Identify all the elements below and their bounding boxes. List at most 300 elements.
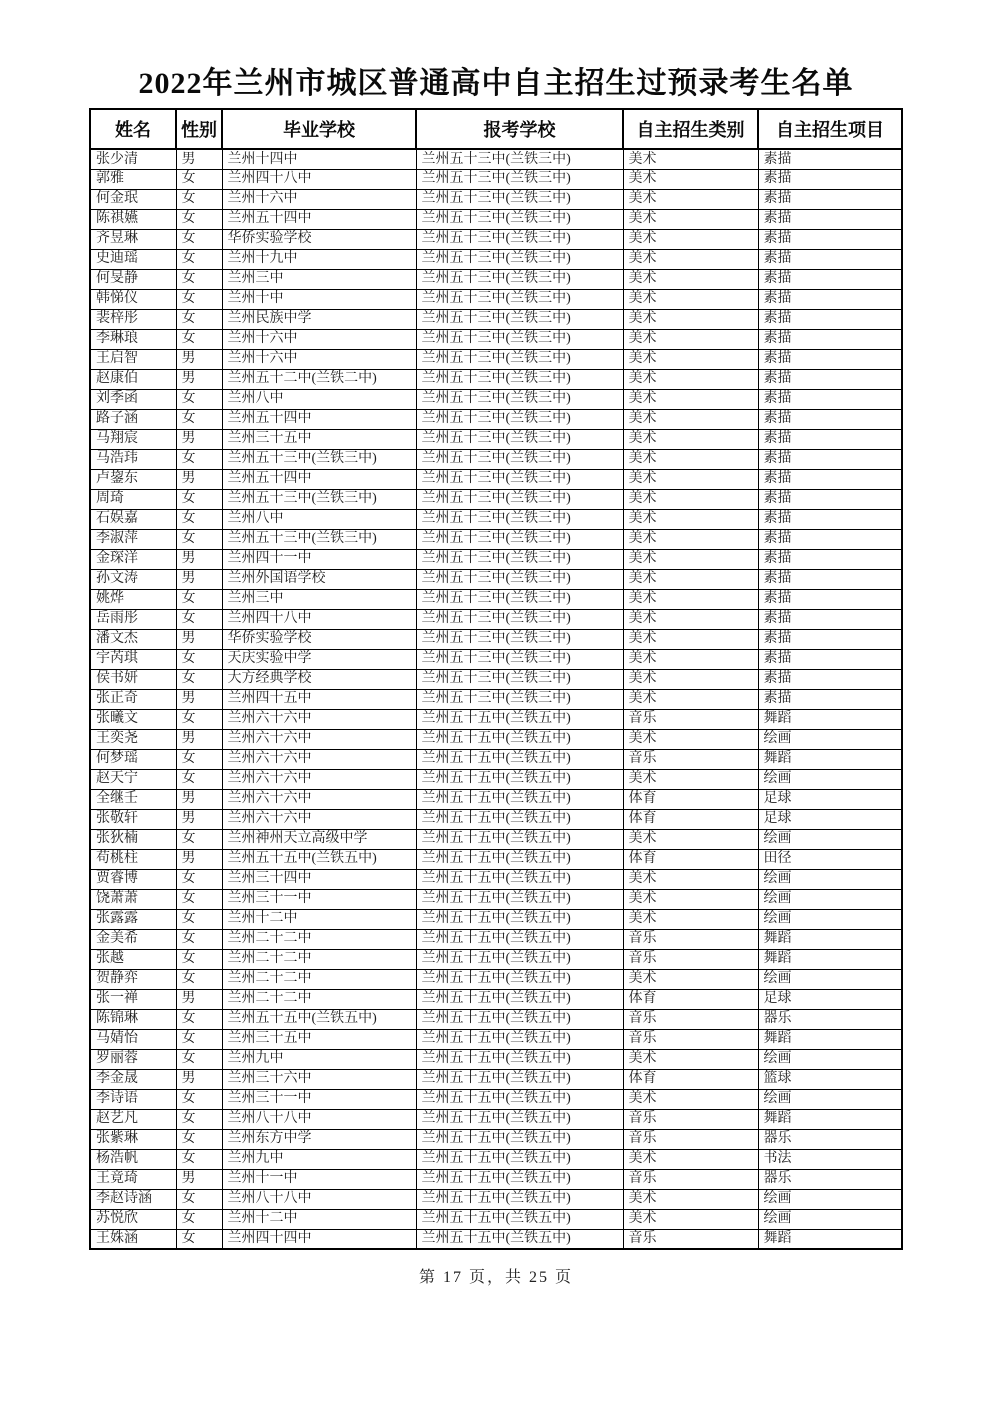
cell-gender: 女 <box>176 1049 222 1069</box>
cell-project: 素描 <box>758 629 902 649</box>
cell-project: 绘画 <box>758 829 902 849</box>
cell-applied-school: 兰州五十三中(兰铁三中) <box>416 489 623 509</box>
cell-graduation-school: 兰州五十三中(兰铁三中) <box>222 449 416 469</box>
table-row <box>90 509 902 529</box>
table-header-row <box>90 109 902 149</box>
cell-category: 美术 <box>623 469 758 489</box>
cell-name: 张正奇 <box>90 689 176 709</box>
cell-applied-school: 兰州五十五中(兰铁五中) <box>416 1009 623 1029</box>
cell-category: 音乐 <box>623 1169 758 1189</box>
cell-name: 周琦 <box>90 489 176 509</box>
cell-name: 孙文涛 <box>90 569 176 589</box>
cell-name: 贺静弈 <box>90 969 176 989</box>
cell-gender: 女 <box>176 769 222 789</box>
cell-applied-school: 兰州五十三中(兰铁三中) <box>416 609 623 629</box>
cell-name: 张敬轩 <box>90 809 176 829</box>
header-cell-graduation-school: 毕业学校 <box>222 109 416 149</box>
cell-graduation-school: 兰州五十五中(兰铁五中) <box>222 1009 416 1029</box>
cell-name: 李琳琅 <box>90 329 176 349</box>
cell-gender: 女 <box>176 489 222 509</box>
cell-graduation-school: 兰州三中 <box>222 589 416 609</box>
cell-applied-school: 兰州五十五中(兰铁五中) <box>416 1089 623 1109</box>
cell-gender: 女 <box>176 209 222 229</box>
cell-category: 体育 <box>623 849 758 869</box>
cell-gender: 女 <box>176 909 222 929</box>
cell-applied-school: 兰州五十五中(兰铁五中) <box>416 1029 623 1049</box>
cell-category: 体育 <box>623 989 758 1009</box>
cell-graduation-school: 兰州三十四中 <box>222 869 416 889</box>
cell-applied-school: 兰州五十三中(兰铁三中) <box>416 649 623 669</box>
cell-gender: 男 <box>176 849 222 869</box>
cell-category: 音乐 <box>623 1129 758 1149</box>
cell-category: 美术 <box>623 729 758 749</box>
cell-gender: 女 <box>176 1189 222 1209</box>
cell-project: 素描 <box>758 589 902 609</box>
cell-project: 田径 <box>758 849 902 869</box>
cell-gender: 男 <box>176 549 222 569</box>
cell-name: 金琛洋 <box>90 549 176 569</box>
cell-graduation-school: 兰州二十二中 <box>222 929 416 949</box>
cell-gender: 男 <box>176 689 222 709</box>
cell-category: 美术 <box>623 229 758 249</box>
cell-graduation-school: 兰州四十四中 <box>222 1229 416 1249</box>
cell-applied-school: 兰州五十五中(兰铁五中) <box>416 1229 623 1249</box>
cell-name: 郭雅 <box>90 169 176 189</box>
cell-gender: 男 <box>176 989 222 1009</box>
cell-graduation-school: 兰州五十三中(兰铁三中) <box>222 489 416 509</box>
cell-applied-school: 兰州五十三中(兰铁三中) <box>416 249 623 269</box>
cell-project: 素描 <box>758 389 902 409</box>
cell-applied-school: 兰州五十五中(兰铁五中) <box>416 1109 623 1129</box>
table-row <box>90 849 902 869</box>
cell-applied-school: 兰州五十五中(兰铁五中) <box>416 1209 623 1229</box>
cell-graduation-school: 兰州六十六中 <box>222 769 416 789</box>
table-row <box>90 529 902 549</box>
cell-applied-school: 兰州五十三中(兰铁三中) <box>416 529 623 549</box>
cell-applied-school: 兰州五十五中(兰铁五中) <box>416 1049 623 1069</box>
cell-graduation-school: 兰州十六中 <box>222 189 416 209</box>
cell-project: 舞蹈 <box>758 749 902 769</box>
cell-project: 素描 <box>758 189 902 209</box>
table-row <box>90 549 902 569</box>
cell-category: 美术 <box>623 769 758 789</box>
cell-graduation-school: 兰州东方中学 <box>222 1129 416 1149</box>
cell-name: 韩悌仪 <box>90 289 176 309</box>
cell-gender: 男 <box>176 349 222 369</box>
cell-applied-school: 兰州五十五中(兰铁五中) <box>416 1189 623 1209</box>
cell-graduation-school: 兰州二十二中 <box>222 989 416 1009</box>
cell-name: 齐昱琳 <box>90 229 176 249</box>
table-row <box>90 1069 902 1089</box>
cell-category: 美术 <box>623 889 758 909</box>
table-row <box>90 649 902 669</box>
cell-gender: 女 <box>176 1129 222 1149</box>
cell-name: 侯书妍 <box>90 669 176 689</box>
cell-category: 美术 <box>623 449 758 469</box>
cell-gender: 女 <box>176 869 222 889</box>
cell-category: 美术 <box>623 969 758 989</box>
table-row <box>90 769 902 789</box>
cell-category: 美术 <box>623 1089 758 1109</box>
cell-gender: 女 <box>176 509 222 529</box>
cell-category: 美术 <box>623 649 758 669</box>
cell-name: 贾睿博 <box>90 869 176 889</box>
cell-category: 美术 <box>623 189 758 209</box>
cell-applied-school: 兰州五十五中(兰铁五中) <box>416 849 623 869</box>
cell-applied-school: 兰州五十三中(兰铁三中) <box>416 209 623 229</box>
cell-name: 潘文杰 <box>90 629 176 649</box>
cell-category: 美术 <box>623 609 758 629</box>
cell-project: 绘画 <box>758 869 902 889</box>
cell-gender: 男 <box>176 469 222 489</box>
cell-applied-school: 兰州五十三中(兰铁三中) <box>416 429 623 449</box>
cell-applied-school: 兰州五十三中(兰铁三中) <box>416 409 623 429</box>
cell-gender: 女 <box>176 289 222 309</box>
table-row <box>90 289 902 309</box>
cell-name: 卢鋆东 <box>90 469 176 489</box>
cell-project: 素描 <box>758 249 902 269</box>
cell-name: 马浩玮 <box>90 449 176 469</box>
table-row <box>90 669 902 689</box>
cell-category: 美术 <box>623 549 758 569</box>
table-row <box>90 749 902 769</box>
cell-project: 器乐 <box>758 1009 902 1029</box>
cell-name: 宇芮琪 <box>90 649 176 669</box>
cell-applied-school: 兰州五十五中(兰铁五中) <box>416 1169 623 1189</box>
cell-applied-school: 兰州五十五中(兰铁五中) <box>416 909 623 929</box>
cell-project: 素描 <box>758 489 902 509</box>
header-cell-applied-school: 报考学校 <box>416 109 623 149</box>
cell-name: 张越 <box>90 949 176 969</box>
table-row <box>90 389 902 409</box>
cell-applied-school: 兰州五十五中(兰铁五中) <box>416 889 623 909</box>
cell-category: 美术 <box>623 629 758 649</box>
cell-applied-school: 兰州五十三中(兰铁三中) <box>416 689 623 709</box>
cell-applied-school: 兰州五十三中(兰铁三中) <box>416 569 623 589</box>
cell-category: 音乐 <box>623 929 758 949</box>
cell-gender: 女 <box>176 1089 222 1109</box>
cell-name: 岳雨彤 <box>90 609 176 629</box>
cell-name: 李赵诗涵 <box>90 1189 176 1209</box>
cell-category: 美术 <box>623 409 758 429</box>
cell-name: 王启智 <box>90 349 176 369</box>
page-title: 2022年兰州市城区普通高中自主招生过预录考生名单 <box>138 67 854 100</box>
cell-category: 美术 <box>623 529 758 549</box>
table-row <box>90 349 902 369</box>
cell-gender: 男 <box>176 149 222 169</box>
cell-name: 张一禅 <box>90 989 176 1009</box>
cell-applied-school: 兰州五十三中(兰铁三中) <box>416 189 623 209</box>
cell-category: 美术 <box>623 1209 758 1229</box>
table-row <box>90 309 902 329</box>
cell-graduation-school: 兰州三十五中 <box>222 429 416 449</box>
header-cell-gender: 性别 <box>176 109 222 149</box>
cell-name: 金美希 <box>90 929 176 949</box>
cell-category: 美术 <box>623 489 758 509</box>
roster-table <box>89 108 903 1250</box>
cell-graduation-school: 兰州三十六中 <box>222 1069 416 1089</box>
cell-project: 足球 <box>758 809 902 829</box>
cell-project: 素描 <box>758 409 902 429</box>
cell-applied-school: 兰州五十五中(兰铁五中) <box>416 1069 623 1089</box>
cell-category: 美术 <box>623 1189 758 1209</box>
cell-project: 素描 <box>758 169 902 189</box>
cell-graduation-school: 华侨实验学校 <box>222 629 416 649</box>
cell-project: 素描 <box>758 569 902 589</box>
cell-applied-school: 兰州五十三中(兰铁三中) <box>416 149 623 169</box>
cell-name: 王竟琦 <box>90 1169 176 1189</box>
cell-graduation-school: 兰州六十六中 <box>222 709 416 729</box>
table-row <box>90 569 902 589</box>
cell-project: 书法 <box>758 1149 902 1169</box>
cell-category: 音乐 <box>623 1229 758 1249</box>
cell-gender: 男 <box>176 1169 222 1189</box>
cell-graduation-school: 兰州三中 <box>222 269 416 289</box>
cell-category: 美术 <box>623 669 758 689</box>
cell-graduation-school: 兰州八中 <box>222 389 416 409</box>
table-row <box>90 829 902 849</box>
table-row <box>90 969 902 989</box>
cell-gender: 女 <box>176 1009 222 1029</box>
cell-name: 张少清 <box>90 149 176 169</box>
cell-graduation-school: 兰州二十二中 <box>222 949 416 969</box>
cell-gender: 女 <box>176 409 222 429</box>
table-row <box>90 149 902 169</box>
cell-category: 美术 <box>623 309 758 329</box>
cell-graduation-school: 兰州民族中学 <box>222 309 416 329</box>
header-cell-name: 姓名 <box>90 109 176 149</box>
cell-project: 舞蹈 <box>758 709 902 729</box>
cell-gender: 男 <box>176 369 222 389</box>
cell-name: 马翔宸 <box>90 429 176 449</box>
cell-project: 素描 <box>758 269 902 289</box>
cell-gender: 女 <box>176 1109 222 1129</box>
cell-category: 体育 <box>623 1069 758 1089</box>
cell-project: 素描 <box>758 329 902 349</box>
table-row <box>90 489 902 509</box>
cell-category: 美术 <box>623 249 758 269</box>
table-row <box>90 1169 902 1189</box>
table-row <box>90 409 902 429</box>
cell-name: 马婧怡 <box>90 1029 176 1049</box>
cell-project: 素描 <box>758 429 902 449</box>
cell-applied-school: 兰州五十三中(兰铁三中) <box>416 289 623 309</box>
cell-gender: 女 <box>176 249 222 269</box>
cell-category: 美术 <box>623 289 758 309</box>
cell-gender: 女 <box>176 269 222 289</box>
table-row <box>90 1089 902 1109</box>
cell-project: 绘画 <box>758 769 902 789</box>
table-row <box>90 689 902 709</box>
cell-project: 素描 <box>758 229 902 249</box>
cell-name: 姚烨 <box>90 589 176 609</box>
table-row <box>90 1049 902 1069</box>
cell-applied-school: 兰州五十五中(兰铁五中) <box>416 769 623 789</box>
cell-project: 素描 <box>758 549 902 569</box>
table-row <box>90 929 902 949</box>
cell-category: 音乐 <box>623 749 758 769</box>
table-row <box>90 889 902 909</box>
table-row <box>90 709 902 729</box>
cell-applied-school: 兰州五十三中(兰铁三中) <box>416 449 623 469</box>
cell-applied-school: 兰州五十三中(兰铁三中) <box>416 309 623 329</box>
cell-category: 美术 <box>623 1049 758 1069</box>
cell-applied-school: 兰州五十五中(兰铁五中) <box>416 929 623 949</box>
table-row <box>90 449 902 469</box>
cell-gender: 女 <box>176 229 222 249</box>
cell-graduation-school: 大方经典学校 <box>222 669 416 689</box>
cell-graduation-school: 兰州八十八中 <box>222 1189 416 1209</box>
cell-category: 美术 <box>623 329 758 349</box>
cell-name: 苏悦欣 <box>90 1209 176 1229</box>
table-row <box>90 1229 902 1249</box>
cell-applied-school: 兰州五十三中(兰铁三中) <box>416 269 623 289</box>
cell-graduation-school: 兰州六十六中 <box>222 789 416 809</box>
cell-category: 体育 <box>623 789 758 809</box>
cell-applied-school: 兰州五十五中(兰铁五中) <box>416 1129 623 1149</box>
cell-name: 何金珉 <box>90 189 176 209</box>
cell-name: 张狄楠 <box>90 829 176 849</box>
cell-project: 器乐 <box>758 1169 902 1189</box>
cell-name: 全继壬 <box>90 789 176 809</box>
cell-gender: 男 <box>176 789 222 809</box>
cell-applied-school: 兰州五十三中(兰铁三中) <box>416 349 623 369</box>
cell-graduation-school: 兰州九中 <box>222 1049 416 1069</box>
cell-graduation-school: 兰州十二中 <box>222 909 416 929</box>
cell-name: 王姝涵 <box>90 1229 176 1249</box>
cell-applied-school: 兰州五十三中(兰铁三中) <box>416 669 623 689</box>
cell-applied-school: 兰州五十五中(兰铁五中) <box>416 1149 623 1169</box>
table-row <box>90 949 902 969</box>
cell-graduation-school: 兰州八十八中 <box>222 1109 416 1129</box>
cell-applied-school: 兰州五十五中(兰铁五中) <box>416 969 623 989</box>
cell-project: 素描 <box>758 689 902 709</box>
cell-applied-school: 兰州五十五中(兰铁五中) <box>416 709 623 729</box>
cell-category: 美术 <box>623 269 758 289</box>
cell-graduation-school: 兰州五十五中(兰铁五中) <box>222 849 416 869</box>
cell-graduation-school: 兰州五十三中(兰铁三中) <box>222 529 416 549</box>
cell-applied-school: 兰州五十三中(兰铁三中) <box>416 329 623 349</box>
cell-applied-school: 兰州五十三中(兰铁三中) <box>416 589 623 609</box>
cell-project: 舞蹈 <box>758 1229 902 1249</box>
cell-gender: 女 <box>176 949 222 969</box>
cell-category: 美术 <box>623 349 758 369</box>
header-cell-project: 自主招生项目 <box>758 109 902 149</box>
table-row <box>90 189 902 209</box>
cell-applied-school: 兰州五十五中(兰铁五中) <box>416 789 623 809</box>
cell-graduation-school: 兰州四十五中 <box>222 689 416 709</box>
cell-project: 舞蹈 <box>758 949 902 969</box>
cell-gender: 男 <box>176 629 222 649</box>
cell-project: 绘画 <box>758 1049 902 1069</box>
table-row <box>90 789 902 809</box>
cell-category: 美术 <box>623 169 758 189</box>
cell-graduation-school: 兰州十六中 <box>222 329 416 349</box>
table-row <box>90 429 902 449</box>
cell-graduation-school: 兰州三十一中 <box>222 1089 416 1109</box>
table-body <box>90 149 902 1249</box>
cell-applied-school: 兰州五十五中(兰铁五中) <box>416 989 623 1009</box>
cell-gender: 女 <box>176 529 222 549</box>
cell-project: 绘画 <box>758 889 902 909</box>
cell-project: 篮球 <box>758 1069 902 1089</box>
cell-project: 素描 <box>758 669 902 689</box>
cell-graduation-school: 兰州十中 <box>222 289 416 309</box>
cell-category: 音乐 <box>623 1009 758 1029</box>
cell-category: 音乐 <box>623 709 758 729</box>
cell-gender: 女 <box>176 649 222 669</box>
cell-applied-school: 兰州五十三中(兰铁三中) <box>416 509 623 529</box>
cell-graduation-school: 天庆实验中学 <box>222 649 416 669</box>
cell-project: 素描 <box>758 149 902 169</box>
cell-applied-school: 兰州五十五中(兰铁五中) <box>416 809 623 829</box>
table-row <box>90 1129 902 1149</box>
table-row <box>90 989 902 1009</box>
cell-category: 美术 <box>623 509 758 529</box>
cell-graduation-school: 兰州十九中 <box>222 249 416 269</box>
cell-category: 体育 <box>623 809 758 829</box>
table-row <box>90 269 902 289</box>
cell-applied-school: 兰州五十五中(兰铁五中) <box>416 829 623 849</box>
cell-gender: 男 <box>176 569 222 589</box>
table-row <box>90 909 902 929</box>
cell-category: 美术 <box>623 589 758 609</box>
table-row <box>90 469 902 489</box>
cell-gender: 女 <box>176 1229 222 1249</box>
page-footer: 第 17 页，共 25 页 <box>418 1269 573 1286</box>
cell-applied-school: 兰州五十三中(兰铁三中) <box>416 549 623 569</box>
cell-project: 素描 <box>758 449 902 469</box>
cell-category: 美术 <box>623 909 758 929</box>
cell-name: 赵艺凡 <box>90 1109 176 1129</box>
cell-category: 美术 <box>623 149 758 169</box>
cell-gender: 女 <box>176 1029 222 1049</box>
table-row <box>90 729 902 749</box>
cell-applied-school: 兰州五十三中(兰铁三中) <box>416 469 623 489</box>
cell-name: 李金晟 <box>90 1069 176 1089</box>
table-row <box>90 329 902 349</box>
cell-project: 素描 <box>758 529 902 549</box>
table-row <box>90 629 902 649</box>
cell-project: 绘画 <box>758 729 902 749</box>
cell-name: 赵天宁 <box>90 769 176 789</box>
table-row <box>90 809 902 829</box>
cell-graduation-school: 兰州五十四中 <box>222 469 416 489</box>
cell-name: 何旻静 <box>90 269 176 289</box>
cell-name: 路子涵 <box>90 409 176 429</box>
table-row <box>90 609 902 629</box>
cell-graduation-school: 兰州六十六中 <box>222 749 416 769</box>
cell-project: 素描 <box>758 509 902 529</box>
cell-project: 素描 <box>758 289 902 309</box>
cell-gender: 女 <box>176 169 222 189</box>
cell-graduation-school: 兰州五十四中 <box>222 209 416 229</box>
cell-project: 素描 <box>758 609 902 629</box>
table-row <box>90 869 902 889</box>
cell-gender: 女 <box>176 609 222 629</box>
table-row <box>90 369 902 389</box>
cell-category: 美术 <box>623 569 758 589</box>
cell-name: 赵康伯 <box>90 369 176 389</box>
cell-name: 石娱嘉 <box>90 509 176 529</box>
table-row <box>90 1109 902 1129</box>
cell-gender: 女 <box>176 589 222 609</box>
cell-project: 舞蹈 <box>758 929 902 949</box>
cell-name: 陈锦琳 <box>90 1009 176 1029</box>
cell-applied-school: 兰州五十五中(兰铁五中) <box>416 869 623 889</box>
cell-applied-school: 兰州五十三中(兰铁三中) <box>416 389 623 409</box>
cell-project: 绘画 <box>758 1209 902 1229</box>
